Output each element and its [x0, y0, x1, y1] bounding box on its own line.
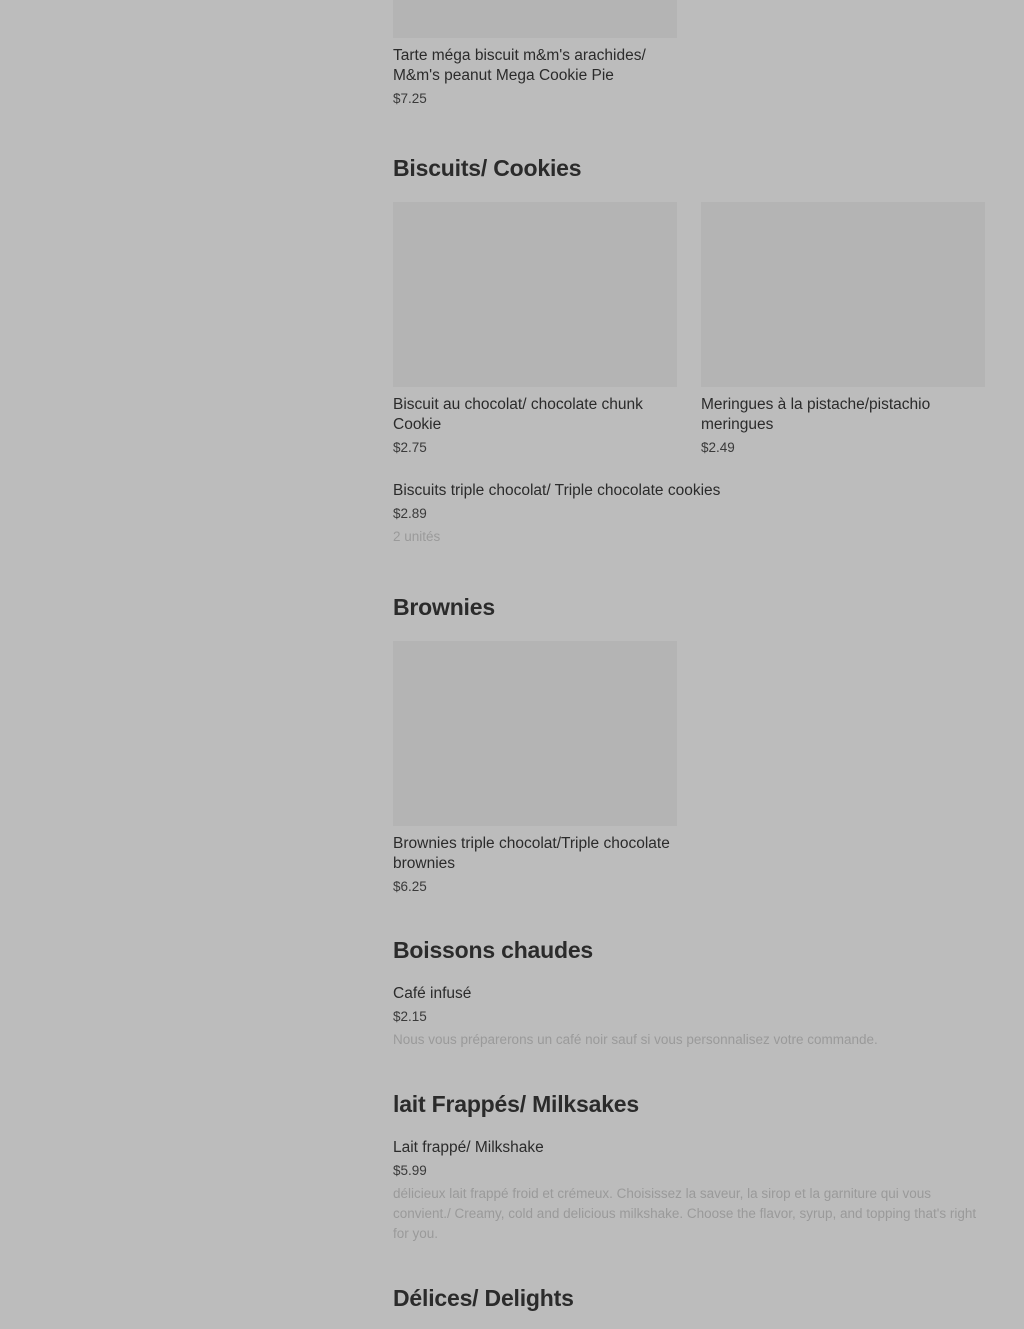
menu-item-card[interactable] — [393, 641, 677, 896]
item-grid-brownies — [393, 641, 985, 896]
menu-item-name: Meringues à la pistache/pistachio meringues — [701, 396, 931, 433]
menu-item-row[interactable] — [393, 481, 985, 547]
section-title-milkshakes: lait Frappés/ Milksakes — [393, 1091, 639, 1117]
menu-item-price: $6.25 — [393, 879, 427, 894]
menu-item-card[interactable] — [701, 202, 985, 457]
menu-item-name: Tarte méga biscuit m&m's arachides/ M&m's peanut Mega Cookie Pie — [393, 47, 646, 84]
menu-item-price: $2.89 — [393, 506, 427, 521]
menu-item-name: Biscuit au chocolat/ chocolate chunk Cookie — [393, 396, 643, 433]
menu-item-top[interactable] — [393, 0, 677, 108]
menu-item-name: Brownies triple chocolat/Triple chocolate brownies — [393, 835, 670, 872]
section-title-cookies: Biscuits/ Cookies — [393, 155, 582, 181]
menu-item-name: Biscuits triple chocolat/ Triple chocolate cookies — [393, 482, 721, 499]
menu-content — [393, 0, 985, 1312]
menu-item-row[interactable] — [393, 984, 985, 1050]
menu-item-name: Café infusé — [393, 985, 472, 1002]
menu-item-price: $2.15 — [393, 1009, 427, 1024]
menu-item-name: Lait frappé/ Milkshake — [393, 1139, 544, 1156]
section-title-delights: Délices/ Delights — [393, 1285, 574, 1311]
food-photo — [393, 0, 677, 38]
menu-item-card[interactable] — [393, 202, 677, 457]
food-photo — [393, 202, 677, 387]
menu-item-row[interactable] — [393, 1138, 985, 1244]
menu-item-price: $7.25 — [393, 91, 427, 106]
item-grid-cookies — [393, 202, 985, 457]
menu-item-price: $2.75 — [393, 440, 427, 455]
menu-item-description: 2 unités — [393, 529, 441, 544]
menu-item-description: délicieux lait frappé froid et crémeux. Choisissez la saveur, la sirop et la garniture qui vous convient./ Creamy, cold and delicious milkshake. Choose the flavor, syrup, and topping that's right for you. — [393, 1186, 977, 1241]
menu-item-price: $2.49 — [701, 440, 735, 455]
menu-item-description: Nous vous préparerons un café noir sauf si vous personnalisez votre commande. — [393, 1032, 878, 1047]
food-photo — [393, 641, 677, 826]
section-title-brownies: Brownies — [393, 594, 495, 620]
food-photo — [701, 202, 985, 387]
section-title-hot-drinks: Boissons chaudes — [393, 937, 594, 963]
menu-item-price: $5.99 — [393, 1163, 427, 1178]
